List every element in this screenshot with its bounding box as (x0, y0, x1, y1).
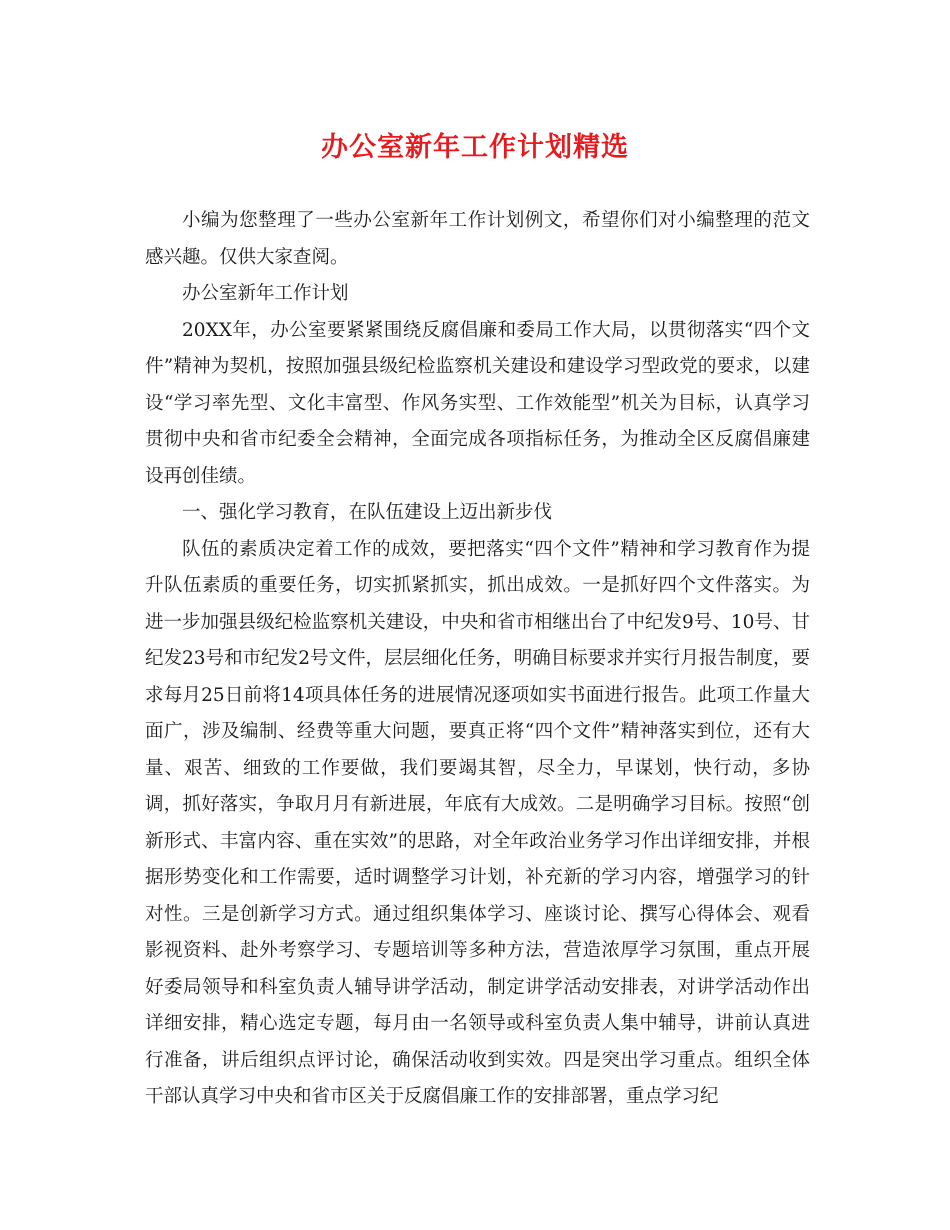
intro-paragraph: 小编为您整理了一些办公室新年工作计划例文，希望你们对小编整理的范文感兴趣。仅供大家查阅。 (145, 210, 810, 268)
study-education-paragraph: 队伍的素质决定着工作的成效，要把落实“四个文件”精神和学习教育作为提升队伍素质的重要任务，切实抓紧抓实，抓出成效。一是抓好四个文件落实。为进一步加强县级纪检监察机关建设，中央和省市相继出台了中纪发9号、10号、甘纪发23号和市纪发2号文件，层层细化任务，明确目标要求并实行月报告制度，要求每月25日前将14项具体任务的进展情况逐项如实书面进行报告。此项工作量大面广，涉及编制、经费等重大问题，要真正将“四个文件”精神落实到位，还有大量、艰苦、细致的工作要做，我们要竭其智，尽全力，早谋划，快行动，多协调，抓好落实，争取月月有新进展，年底有大成效。二是明确学习目标。按照“创新形式、丰富内容、重在实效”的思路，对全年政治业务学习作出详细安排，并根据形势变化和工作需要，适时调整学习计划，补充新的学习内容，增强学习的针对性。三是创新学习方式。通过组织集体学习、座谈讨论、撰写心得体会、观看影视资料、赴外考察学习、专题培训等多种方法，营造浓厚学习氛围，重点开展好委局领导和科室负责人辅导讲学活动，制定讲学活动安排表，对讲学活动作出详细安排，精心选定专题，每月由一名领导或科室负责人集中辅导，讲前认真进行准备，讲后组织点评讨论，确保活动收到实效。四是突出学习重点。组织全体干部认真学习中央和省市区关于反腐倡廉工作的安排部署，重点学习纪 (145, 538, 810, 1107)
subsection-heading: 一、强化学习教育，在队伍建设上迈出新步伐 (182, 502, 553, 523)
section-heading: 办公室新年工作计划 (182, 283, 349, 304)
document-title: 办公室新年工作计划精选 (321, 132, 629, 163)
document-body (145, 203, 810, 1116)
overview-paragraph: 20XX年，办公室要紧紧围绕反腐倡廉和委局工作大局，以贯彻落实“四个文件”精神为契机，按照加强县级纪检监察机关建设和建设学习型政党的要求，以建设“学习率先型、文化丰富型、作风务实型、工作效能型”机关为目标，认真学习贯彻中央和省市纪委全会精神，全面完成各项指标任务，为推动全区反腐倡廉建设再创佳绩。 (145, 319, 810, 487)
